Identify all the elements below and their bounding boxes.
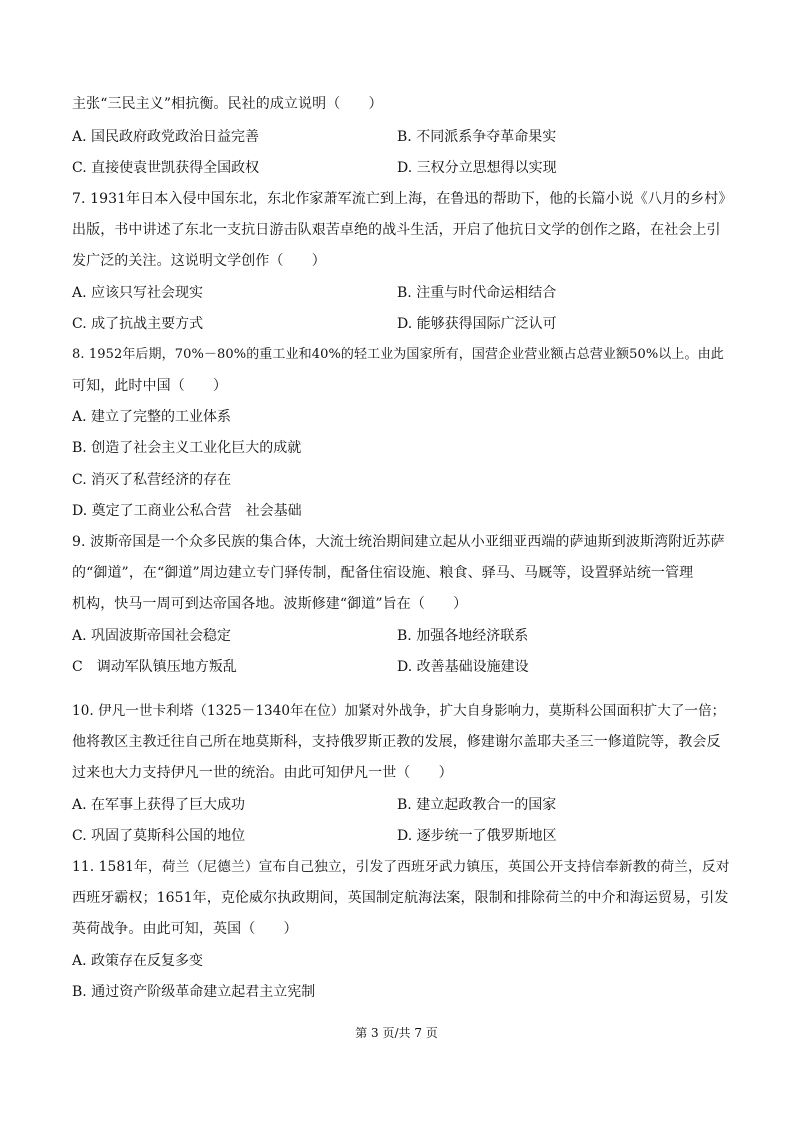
question-9-line-2: 的“御道”，在“御道”周边建立专门驿传制，配备住宿设施、粮食、驿马、马厩等，设置驿站统一管理 bbox=[72, 565, 694, 581]
question-9-line-3: 机构，快马一周可到达帝国各地。波斯修建“御道”旨在（ ） bbox=[72, 596, 468, 612]
question-6-option-c: C. 直接使袁世凯获得全国政权 bbox=[72, 160, 260, 176]
question-9-line-1: 9. 波斯帝国是一个众多民族的集合体，大流士统治期间建立起从小亚细亚西端的萨迪斯到波斯湾附近苏萨 bbox=[72, 534, 725, 550]
question-10-option-c: C. 巩固了莫斯科公国的地位 bbox=[72, 828, 246, 844]
question-6-option-b: B. 不同派系争夺革命果实 bbox=[397, 129, 557, 145]
question-10-line-1: 10. 伊凡一世卡利塔（1325－1340年在位）加紧对外战争，扩大自身影响力，莫斯科公国面积扩大了一倍； bbox=[72, 703, 726, 719]
question-9-option-b: B. 加强各地经济联系 bbox=[397, 628, 529, 644]
question-8-option-b: B. 创造了社会主义工业化巨大的成就 bbox=[72, 440, 302, 456]
question-8-option-c: C. 消灭了私营经济的存在 bbox=[72, 472, 232, 488]
question-9-option-d: D. 改善基础设施建设 bbox=[397, 659, 529, 675]
question-10-option-b: B. 建立起政教合一的国家 bbox=[397, 797, 557, 813]
question-6-stem-tail: 主张“三民主义”相抗衡。民社的成立说明（ ） bbox=[72, 96, 383, 112]
question-11-line-1: 11. 1581年，荷兰（尼德兰）宣布自己独立，引发了西班牙武力镇压，英国公开支持信奉新教的荷兰，反对 bbox=[72, 859, 730, 875]
question-8-option-d: D. 奠定了工商业公私合营 社会基础 bbox=[72, 503, 302, 519]
question-8-option-a: A. 建立了完整的工业体系 bbox=[72, 409, 232, 425]
question-6-option-a: A. 国民政府政党政治日益完善 bbox=[72, 129, 260, 145]
question-9-option-a: A. 巩固波斯帝国社会稳定 bbox=[72, 628, 232, 644]
question-7-option-a: A. 应该只写社会现实 bbox=[72, 285, 204, 301]
question-11-line-3: 英荷战争。由此可知，英国（ ） bbox=[72, 921, 298, 937]
question-7-line-1: 7. 1931年日本入侵中国东北，东北作家萧军流亡到上海，在鲁迅的帮助下，他的长篇小说《八月的乡村》 bbox=[72, 191, 733, 207]
question-7-option-d: D. 能够获得国际广泛认可 bbox=[397, 316, 557, 332]
question-9-option-c: C 调动军队镇压地方叛乱 bbox=[72, 659, 237, 675]
question-8-line-1: 8. 1952年后期，70%－80%的重工业和40%的轻工业为国家所有，国营企业营业额占总营业额50%以上。由此 bbox=[72, 347, 724, 362]
question-7-option-c: C. 成了抗战主要方式 bbox=[72, 316, 204, 332]
question-8-line-2: 可知，此时中国（ ） bbox=[72, 378, 228, 394]
question-10-option-d: D. 逐步统一了俄罗斯地区 bbox=[397, 828, 557, 844]
page-number-footer: 第 3 页/共 7 页 bbox=[355, 1026, 438, 1040]
question-7-option-b: B. 注重与时代命运相结合 bbox=[397, 285, 557, 301]
question-11-option-a: A. 政策存在反复多变 bbox=[72, 953, 204, 969]
question-10-line-2: 他将教区主教迁往自己所在地莫斯科，支持俄罗斯正教的发展，修建谢尔盖耶夫圣三一修道院等，教会反 bbox=[72, 734, 721, 750]
question-6-option-d: D. 三权分立思想得以实现 bbox=[397, 160, 557, 176]
question-10-option-a: A. 在军事上获得了巨大成功 bbox=[72, 797, 246, 813]
question-11-option-b: B. 通过资产阶级革命建立起君主立宪制 bbox=[72, 984, 316, 1000]
question-7-line-2: 出版，书中讲述了东北一支抗日游击队艰苦卓绝的战斗生活，开启了他抗日文学的创作之路，在社会上引 bbox=[72, 222, 721, 238]
question-10-line-3: 过来也大力支持伊凡一世的统治。由此可知伊凡一世（ ） bbox=[72, 765, 453, 781]
question-7-line-3: 发广泛的关注。这说明文学创作（ ） bbox=[72, 253, 326, 269]
question-11-line-2: 西班牙霸权；1651年，克伦威尔执政期间，英国制定航海法案，限制和排除荷兰的中介和海运贸易，引发 bbox=[72, 890, 729, 906]
